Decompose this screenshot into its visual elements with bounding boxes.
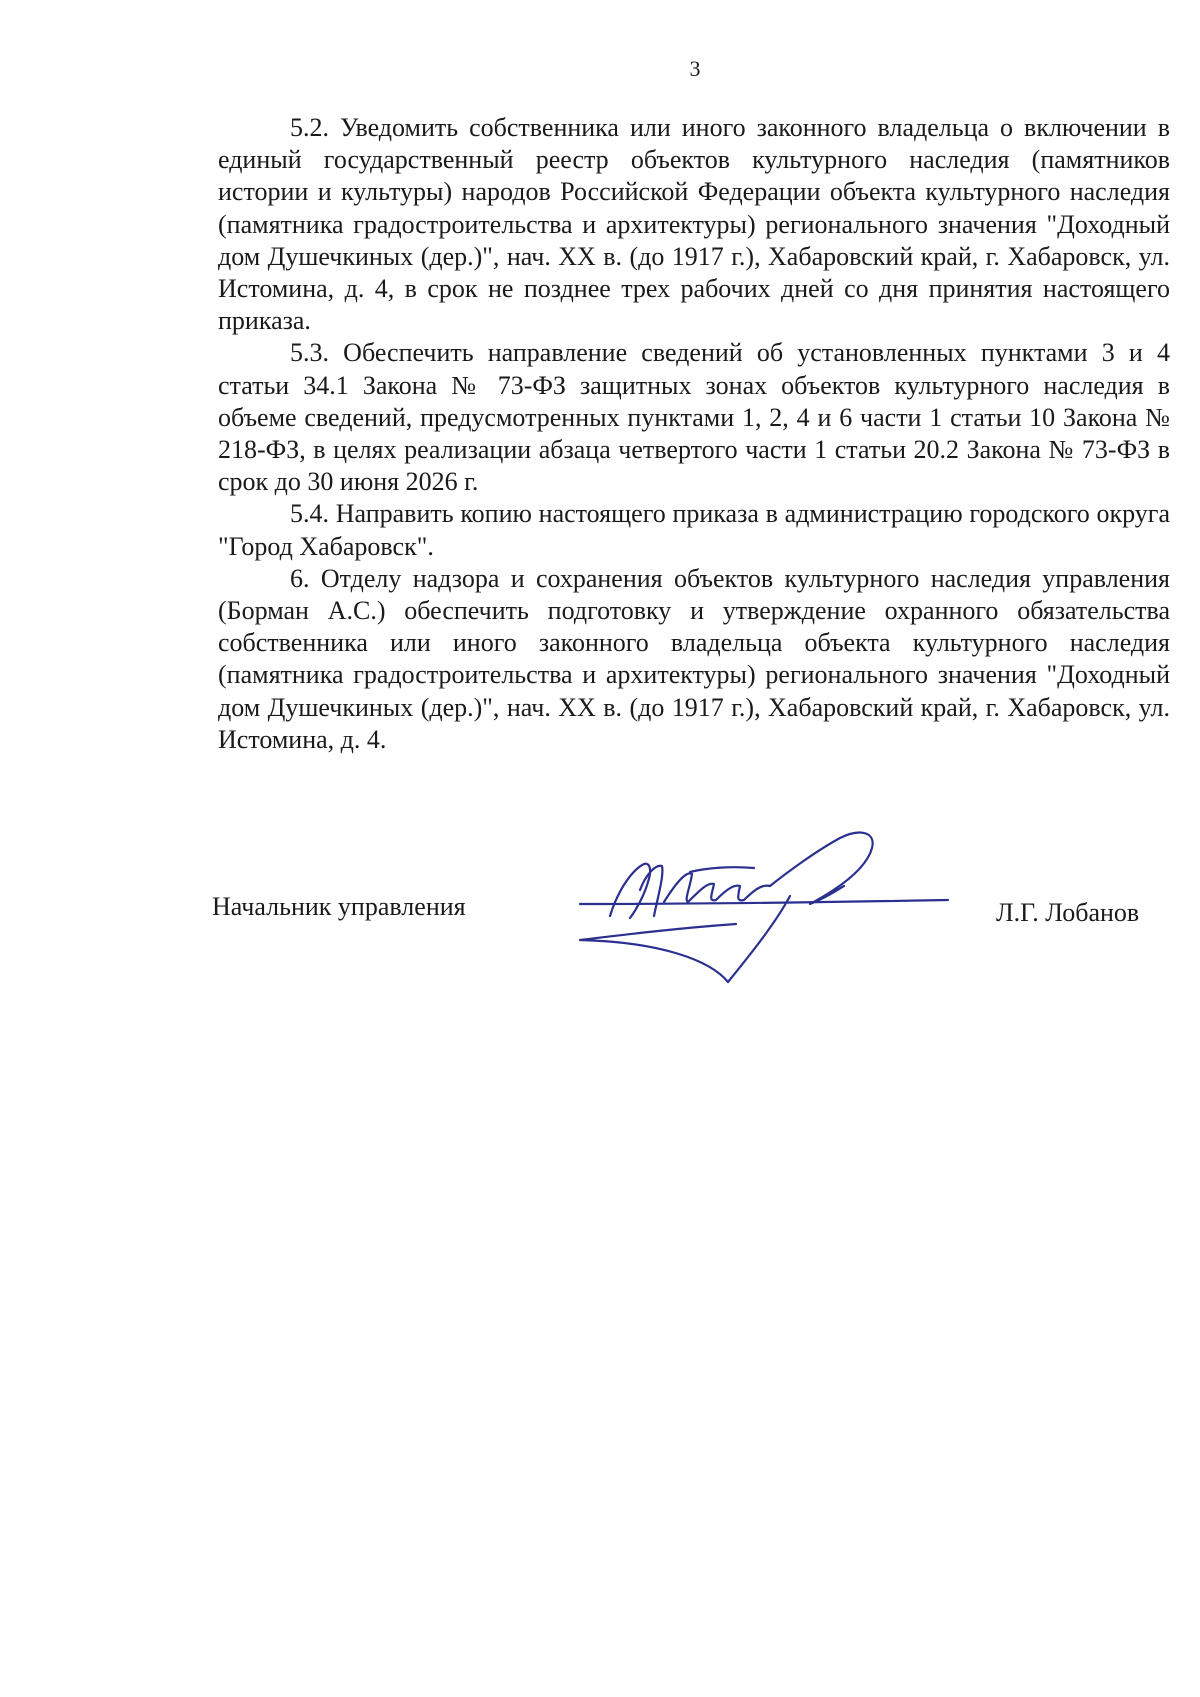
signatory-name: Л.Г. Лобанов <box>996 898 1140 927</box>
handwritten-signature <box>540 830 960 990</box>
signatory-position: Начальник управления <box>212 892 466 921</box>
page-number: 3 <box>689 56 701 81</box>
paragraph-6: 6. Отделу надзора и сохранения объектов культурного наследия управления (Борман А.С.) обеспечить подготовку и утверждение охранного обязательства собственника или иного законного владельца объекта культурного наследия (памятника градостроительства и архитектуры) регионального значения "Доходный дом Душечкиных (дер.)", нач. XX в. (до 1917 г.), Хабаровский край, г. Хабаровск, ул. Истомина, д. 4. <box>218 563 1170 754</box>
paragraph-5-3: 5.3. Обеспечить направление сведений об установленных пунктами 3 и 4 статьи 34.1 Закона № 73-ФЗ защитных зонах объектов культурного наследия в объеме сведений, предусмотренных пунктами 1, 2, 4 и 6 части 1 статьи 10 Закона № 218-ФЗ, в целях реализации абзаца четвертого части 1 статьи 20.2 Закона № 73-ФЗ в срок до 30 июня 2026 г. <box>218 338 1170 497</box>
signature-block <box>0 830 1200 990</box>
document-body <box>218 112 1170 756</box>
paragraph-5-4: 5.4. Направить копию настоящего приказа в администрацию городского округа "Город Хабаровск". <box>218 499 1170 561</box>
paragraph-5-2: 5.2. Уведомить собственника или иного законного владельца о включении в единый государственный реестр объектов культурного наследия (памятников истории и культуры) народов Российской Федерации объекта культурного наследия (памятника градостроительства и архитектуры) регионального значения "Доходный дом Душечкиных (дер.)", нач. XX в. (до 1917 г.), Хабаровский край, г. Хабаровск, ул. Истомина, д. 4, в срок не позднее трех рабочих дней со дня принятия настоящего приказа. <box>218 113 1170 336</box>
